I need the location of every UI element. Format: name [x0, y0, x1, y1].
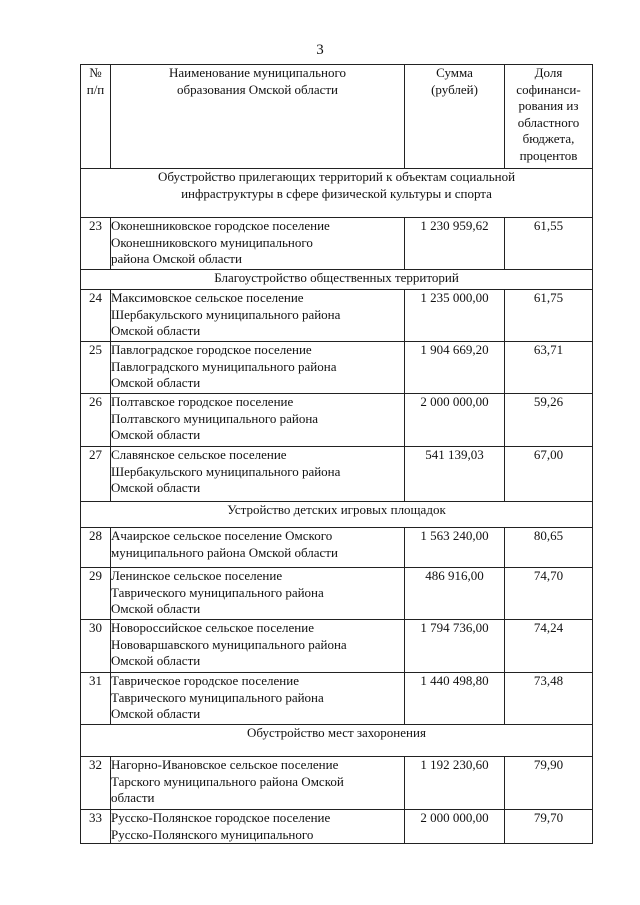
section-row — [81, 502, 593, 528]
page-number: 3 — [316, 42, 324, 58]
cofinancing-share: 59,26 — [505, 394, 593, 447]
cofinancing-share: 74,70 — [505, 568, 593, 620]
amount-rubles: 1 230 959,62 — [405, 218, 505, 270]
section-title: Благоустройство общественных территорий — [81, 270, 593, 290]
section-row — [81, 725, 593, 757]
row-number: 29 — [81, 568, 111, 620]
header-name-text: Наименование муниципального образования Омской области — [168, 65, 347, 97]
row-number: 28 — [81, 528, 111, 568]
municipality-name: Ленинское сельское поселение Таврического муниципального района Омской области — [111, 568, 405, 620]
municipality-name: Оконешниковское городское поселение Оконешниковского муниципального района Омской области — [111, 218, 405, 270]
amount-rubles: 1 235 000,00 — [405, 290, 505, 342]
amount-rubles: 1 192 230,60 — [405, 757, 505, 810]
cofinancing-share: 61,55 — [505, 218, 593, 270]
cofinancing-share: 79,70 — [505, 810, 593, 844]
amount-rubles: 1 440 498,80 — [405, 673, 505, 725]
municipality-name: Новороссийское сельское поселение Нововаршавского муниципального района Омской области — [111, 620, 405, 673]
section-title: Устройство детских игровых площадок — [81, 502, 593, 528]
municipality-name: Максимовское сельское поселение Шербакульского муниципального района Омской области — [111, 290, 405, 342]
cofinancing-share: 61,75 — [505, 290, 593, 342]
cofinancing-share: 73,48 — [505, 673, 593, 725]
subsidy-table — [80, 64, 593, 844]
amount-rubles: 1 794 736,00 — [405, 620, 505, 673]
municipality-name: Полтавское городское поселение Полтавского муниципального района Омской области — [111, 394, 405, 447]
table-row — [81, 620, 593, 673]
amount-rubles: 2 000 000,00 — [405, 394, 505, 447]
municipality-name: Русско-Полянское городское поселение Русско-Полянского муниципального — [111, 810, 405, 844]
amount-rubles: 2 000 000,00 — [405, 810, 505, 844]
municipality-name: Нагорно-Ивановское сельское поселение Тарского муниципального района Омской области — [111, 757, 405, 810]
municipality-name: Славянское сельское поселение Шербакульского муниципального района Омской области — [111, 447, 405, 502]
cofinancing-share: 74,24 — [505, 620, 593, 673]
header-share-text: Доля софинанси- рования из областного бюджета, процентов — [516, 65, 581, 163]
amount-rubles: 486 916,00 — [405, 568, 505, 620]
table-row — [81, 810, 593, 844]
header-sum-text: Сумма (рублей) — [431, 65, 478, 97]
table-header-row — [81, 65, 593, 169]
table-row — [81, 757, 593, 810]
row-number: 23 — [81, 218, 111, 270]
amount-rubles: 1 563 240,00 — [405, 528, 505, 568]
header-number-text: № п/п — [86, 65, 105, 97]
cofinancing-share: 63,71 — [505, 342, 593, 394]
table-row — [81, 673, 593, 725]
municipality-name: Ачаирское сельское поселение Омского муниципального района Омской области — [111, 528, 405, 568]
section-row — [81, 270, 593, 290]
amount-rubles: 1 904 669,20 — [405, 342, 505, 394]
section-title: Обустройство прилегающих территорий к объектам социальной инфраструктуры в сфере физической культуры и спорта — [81, 169, 593, 218]
header-share — [505, 65, 593, 169]
table-row — [81, 568, 593, 620]
row-number: 30 — [81, 620, 111, 673]
municipality-name: Павлоградское городское поселение Павлоградского муниципального района Омской области — [111, 342, 405, 394]
table-row — [81, 290, 593, 342]
table-row — [81, 394, 593, 447]
cofinancing-share: 80,65 — [505, 528, 593, 568]
section-title: Обустройство мест захоронения — [81, 725, 593, 757]
row-number: 27 — [81, 447, 111, 502]
row-number: 33 — [81, 810, 111, 844]
header-number — [81, 65, 111, 169]
table-body — [81, 169, 593, 844]
header-name — [111, 65, 405, 169]
section-row — [81, 169, 593, 218]
header-sum — [405, 65, 505, 169]
table-row — [81, 447, 593, 502]
row-number: 26 — [81, 394, 111, 447]
row-number: 32 — [81, 757, 111, 810]
row-number: 31 — [81, 673, 111, 725]
cofinancing-share: 67,00 — [505, 447, 593, 502]
table-row — [81, 218, 593, 270]
amount-rubles: 541 139,03 — [405, 447, 505, 502]
municipality-name: Таврическое городское поселение Таврического муниципального района Омской области — [111, 673, 405, 725]
row-number: 25 — [81, 342, 111, 394]
table-row — [81, 528, 593, 568]
table-row — [81, 342, 593, 394]
cofinancing-share: 79,90 — [505, 757, 593, 810]
row-number: 24 — [81, 290, 111, 342]
